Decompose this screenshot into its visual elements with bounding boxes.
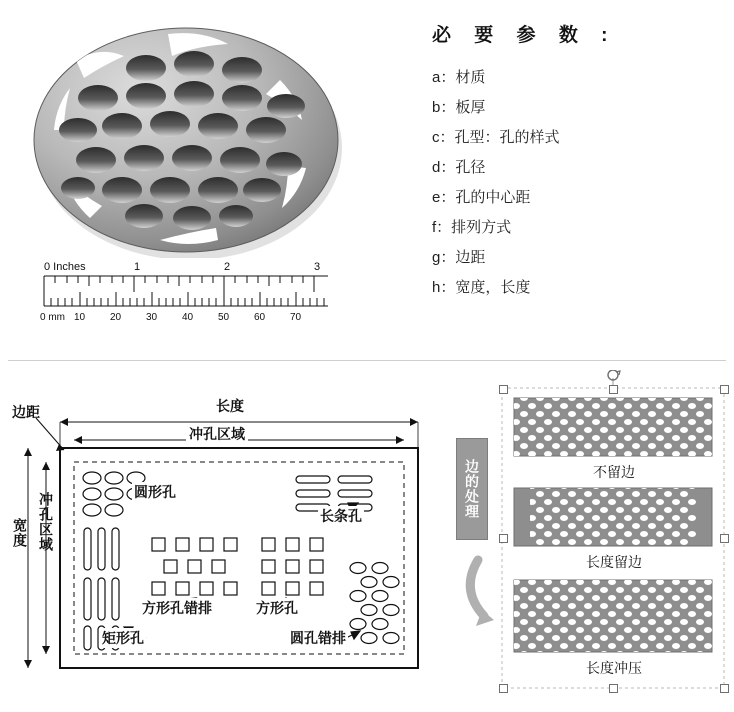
panel-label-length-stamp: 长度冲压 <box>586 660 642 676</box>
section-divider <box>8 360 726 361</box>
svg-text:2: 2 <box>224 261 231 273</box>
svg-text:30: 30 <box>146 312 158 323</box>
parameter-item-a: a：材质 <box>432 69 486 86</box>
label-width: 宽度 <box>12 518 28 548</box>
selection-handle-br[interactable] <box>720 684 729 693</box>
svg-text:50: 50 <box>218 312 230 323</box>
parameter-item-e: e：孔的中心距 <box>432 189 531 206</box>
parameter-item-f: f：排列方式 <box>432 219 512 236</box>
selection-handle-tl[interactable] <box>499 385 508 394</box>
label-square-hole: 方形孔 <box>256 600 298 616</box>
panel-label-no-edge: 不留边 <box>593 464 635 480</box>
parameter-item-h: h：宽度，长度 <box>432 279 531 296</box>
edge-treatment-diagram <box>448 370 734 707</box>
svg-text:3: 3 <box>314 261 321 273</box>
label-round-hole: 圆形孔 <box>134 484 176 500</box>
selection-handle-tc[interactable] <box>609 385 618 394</box>
svg-text:60: 60 <box>254 312 266 323</box>
parameters-title: 必 要 参 数 : <box>432 25 617 46</box>
selection-handle-tr[interactable] <box>720 385 729 394</box>
ruler-inch-label: 0 Inches <box>44 261 86 273</box>
label-rect-hole: 矩形孔 <box>102 630 144 646</box>
label-round-hole-stagger: 圆孔错排 <box>290 630 346 646</box>
label-edge-distance: 边距 <box>12 404 40 420</box>
parameter-item-g: g：边距 <box>432 249 486 266</box>
svg-text:10: 10 <box>74 312 86 323</box>
selection-handle-ml[interactable] <box>499 534 508 543</box>
svg-text:40: 40 <box>182 312 194 323</box>
scale-ruler <box>36 258 336 336</box>
label-square-hole-stagger: 方形孔错排 <box>142 600 212 616</box>
svg-text:20: 20 <box>110 312 122 323</box>
label-punch-area-top: 冲孔区域 <box>186 424 248 444</box>
svg-text:1: 1 <box>134 261 141 273</box>
selection-handle-mr[interactable] <box>720 534 729 543</box>
label-punch-area-side: 冲孔区域 <box>38 492 54 552</box>
selection-handle-bc[interactable] <box>609 684 618 693</box>
hole-layout-diagram <box>6 370 446 707</box>
parameter-item-b: b：板厚 <box>432 99 486 116</box>
label-length: 长度 <box>216 398 244 414</box>
svg-text:70: 70 <box>290 312 302 323</box>
selection-handle-bl[interactable] <box>499 684 508 693</box>
bottom-section <box>0 370 734 707</box>
parameter-item-c: c：孔型：孔的样式 <box>432 129 560 146</box>
required-parameters-list <box>432 20 722 303</box>
panel-label-length-edge: 长度留边 <box>586 554 642 570</box>
perforated-disc-photo <box>18 18 358 258</box>
parameter-item-d: d：孔径 <box>432 159 486 176</box>
ruler-mm-label: 0 mm <box>40 312 65 323</box>
label-slot-hole: 长条孔 <box>320 508 362 524</box>
edge-treatment-label: 边的处理 <box>464 459 480 519</box>
